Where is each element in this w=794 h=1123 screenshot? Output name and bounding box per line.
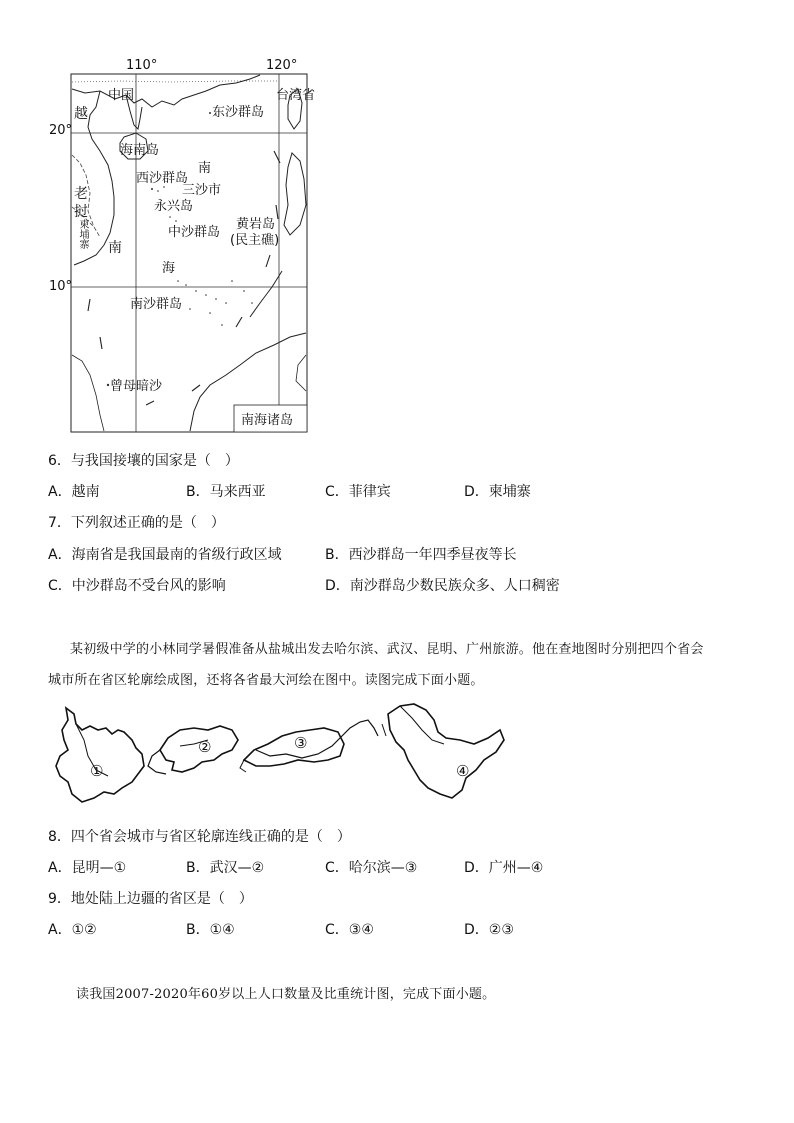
- question-number: 6．: [48, 453, 71, 469]
- label-nan: 南: [198, 161, 212, 176]
- passage-1-line-1: 某初级中学的小林同学暑假准备从盐城出发去哈尔滨、武汉、昆明、广州旅游。他在查地图时分别把四个省会: [70, 642, 704, 657]
- label-yongxing: 永兴岛: [154, 199, 194, 214]
- question-number: 7．: [48, 515, 71, 531]
- q9-option-b[interactable]: B．①④: [186, 922, 235, 938]
- label-hainan: 海南岛: [120, 143, 160, 158]
- luzon-island: [284, 153, 306, 235]
- q6-option-a[interactable]: A．越南: [48, 484, 100, 500]
- label-zhongsha: 中沙群岛: [168, 225, 221, 240]
- lon-label-120: 120°: [266, 58, 298, 73]
- q9-option-d[interactable]: D．②③: [464, 922, 514, 938]
- label-laos-2: 挝: [74, 204, 88, 220]
- province-label-2: ②: [198, 738, 212, 756]
- inset-title: 南海诸岛: [241, 413, 294, 428]
- q6-option-b[interactable]: B．马来西亚: [186, 484, 266, 500]
- label-vn-nan: 南: [108, 240, 122, 256]
- question-8: [48, 826, 351, 846]
- label-nansha: 南沙群岛: [130, 297, 183, 312]
- q9-option-c[interactable]: C．③④: [325, 922, 374, 938]
- q9-option-a[interactable]: A．①②: [48, 922, 97, 938]
- label-laos-1: 老: [74, 186, 88, 202]
- question-number: 9．: [48, 891, 71, 907]
- q7-option-c[interactable]: C．中沙群岛不受台风的影响: [48, 578, 226, 594]
- q8-option-b[interactable]: B．武汉—②: [186, 860, 265, 876]
- passage-1-line-2: 城市所在省区轮廓绘成图，还将各省最大河绘在图中。读图完成下面小题。: [48, 673, 484, 688]
- label-huangyan: 黄岩岛: [236, 217, 276, 232]
- passage-2: 读我国2007-2020年60岁以上人口数量及比重统计图，完成下面小题。: [76, 987, 496, 1002]
- province-label-4: ④: [456, 762, 470, 780]
- q7-option-d[interactable]: D．南沙群岛少数民族众多、人口稠密: [325, 578, 560, 594]
- province-label-3: ③: [294, 734, 308, 752]
- label-china: 中国: [108, 88, 135, 103]
- label-minzhu: (民主礁): [230, 233, 280, 248]
- q7-option-a[interactable]: A．海南省是我国最南的省级行政区域: [48, 547, 282, 563]
- question-stem: 地处陆上边疆的省区是（ ）: [70, 891, 253, 907]
- map-svg: [60, 55, 320, 440]
- label-taiwan: 台湾省: [276, 88, 316, 103]
- province-label-1: ①: [90, 762, 104, 780]
- province-outline-1: [56, 708, 144, 802]
- q6-option-d[interactable]: D．柬埔寨: [464, 484, 531, 500]
- question-7: [48, 512, 225, 532]
- q8-option-d[interactable]: D．广州—④: [464, 860, 544, 876]
- q8-option-a[interactable]: A．昆明—①: [48, 860, 127, 876]
- lon-label-110: 110°: [126, 58, 158, 73]
- label-xisha: 西沙群岛: [136, 171, 189, 186]
- question-stem: 下列叙述正确的是（ ）: [70, 515, 225, 531]
- label-dongsha: 东沙群岛: [212, 105, 265, 120]
- question-9: [48, 888, 253, 908]
- question-stem: 与我国接壤的国家是（ ）: [70, 453, 239, 469]
- q8-option-c[interactable]: C．哈尔滨—③: [325, 860, 418, 876]
- label-cambodia: 柬埔寨: [77, 219, 88, 249]
- question-number: 8．: [48, 829, 71, 845]
- lat-label-20: 20°: [49, 123, 73, 138]
- label-sansha: 三沙市: [182, 183, 222, 198]
- south-china-sea-map: [49, 55, 320, 440]
- province-outlines-figure: [48, 700, 538, 810]
- question-6: [48, 450, 239, 470]
- palawan-island: [250, 271, 282, 317]
- province-outline-4: [388, 704, 504, 798]
- label-zengmu: 曾母暗沙: [110, 379, 163, 394]
- question-stem: 四个省会城市与省区轮廓连线正确的是（ ）: [70, 829, 351, 845]
- label-hai: 海: [162, 261, 176, 276]
- lat-label-10: 10°: [49, 279, 73, 294]
- label-vietnam: 越: [74, 106, 88, 122]
- q6-option-c[interactable]: C．菲律宾: [325, 484, 391, 500]
- q7-option-b[interactable]: B．西沙群岛一年四季昼夜等长: [325, 547, 517, 563]
